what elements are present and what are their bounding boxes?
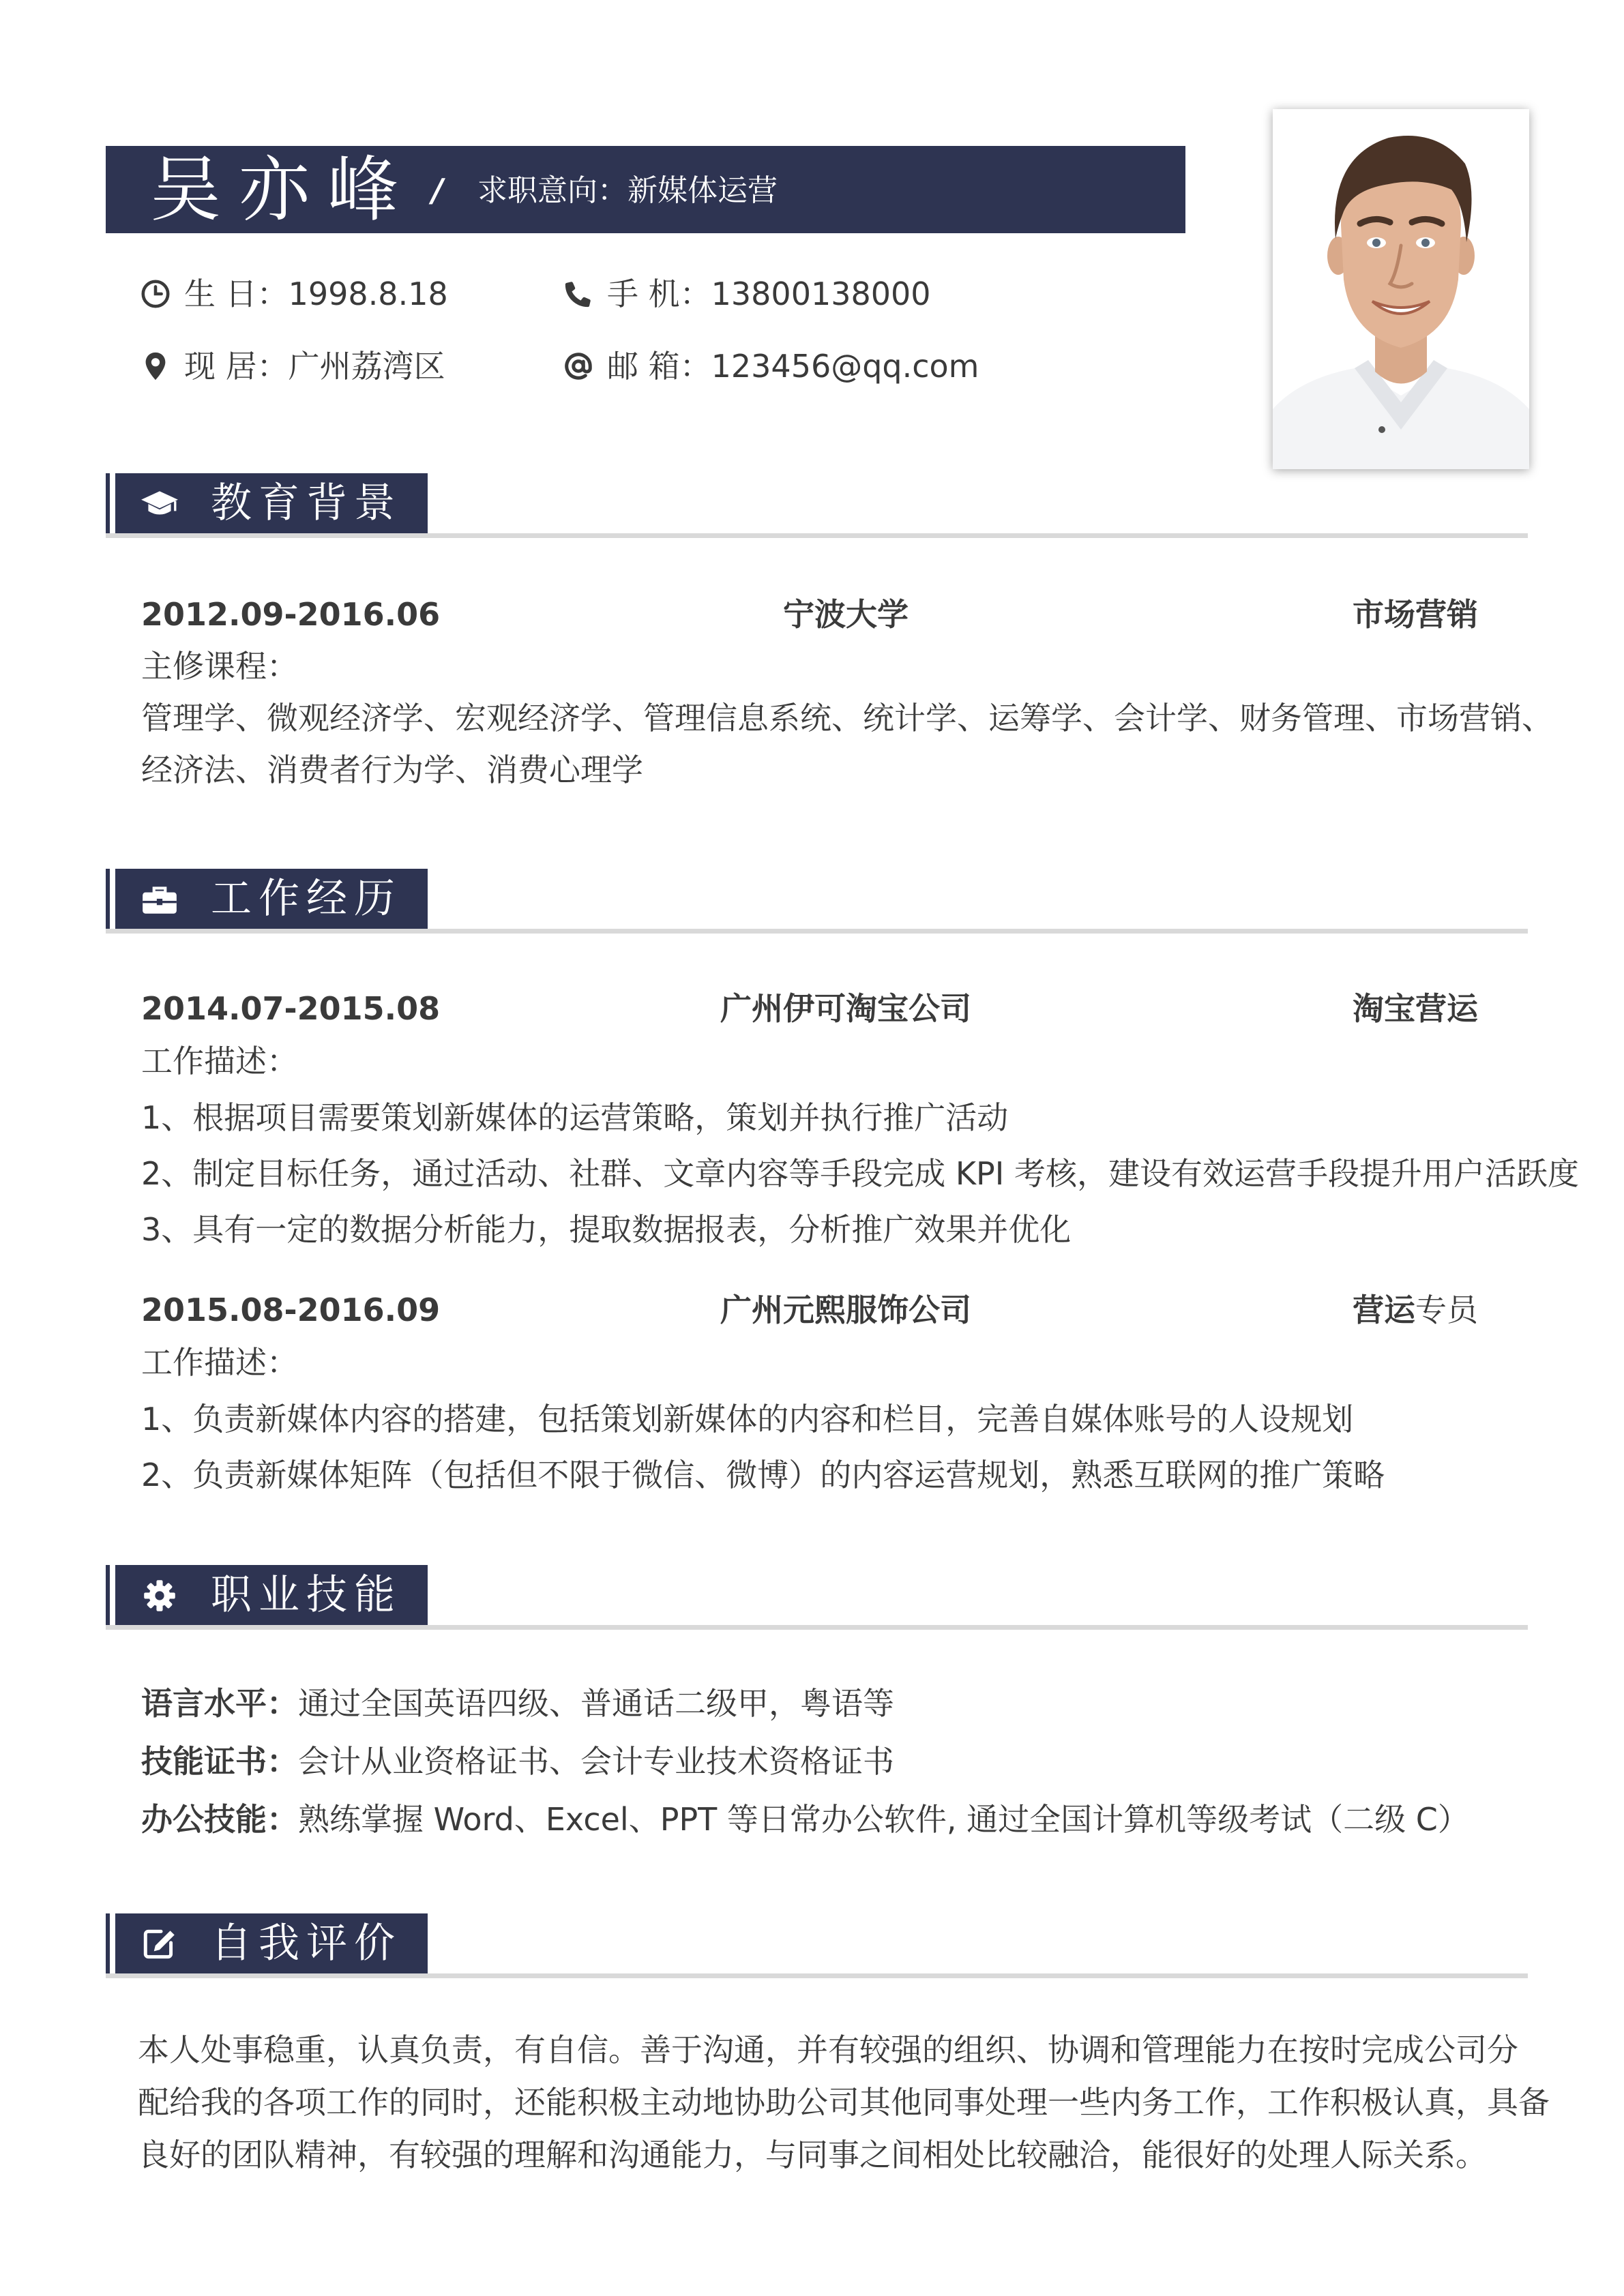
section-title: 自我评价 xyxy=(211,1920,402,1967)
phone-info xyxy=(563,277,986,312)
name-bar xyxy=(106,146,1185,233)
phone-text: 手 机：13800138000 xyxy=(607,275,931,312)
section-accent-bar xyxy=(106,1913,110,1973)
job-desc-label: 工作描述： xyxy=(141,1043,298,1079)
birthday-info xyxy=(140,277,522,312)
section-title: 工作经历 xyxy=(211,875,402,923)
job-role xyxy=(1160,1292,1478,1328)
skill-office xyxy=(141,1802,1469,1837)
gear-icon xyxy=(140,1579,179,1613)
job-company: 广州伊可淘宝公司 xyxy=(720,990,971,1027)
section-divider xyxy=(106,1625,1528,1630)
skills-section-header xyxy=(106,1565,1528,1630)
birthday-text: 生 日：1998.8.18 xyxy=(184,275,448,312)
location-icon xyxy=(140,351,171,382)
job-role: 淘宝营运 xyxy=(1353,990,1478,1027)
job-desc-item: 1、负责新媒体内容的搭建，包括策划新媒体的内容和栏目，完善自媒体账号的人设规划 xyxy=(141,1401,1354,1437)
name-separator: / xyxy=(432,172,443,209)
portrait-illustration xyxy=(1273,109,1529,469)
education-period: 2012.09-2016.06 xyxy=(141,596,441,633)
section-accent-bar xyxy=(106,1565,110,1625)
skill-language xyxy=(141,1686,894,1721)
section-divider xyxy=(106,929,1528,934)
skill-label: 办公技能： xyxy=(141,1801,298,1838)
skill-cert xyxy=(141,1744,894,1779)
skill-label: 语言水平： xyxy=(141,1685,298,1722)
section-accent-bar xyxy=(106,473,110,533)
courses-label: 主修课程： xyxy=(141,648,298,685)
section-divider xyxy=(106,533,1528,538)
at-icon xyxy=(563,351,594,382)
work-section-header xyxy=(106,869,1528,934)
section-title: 职业技能 xyxy=(211,1571,402,1619)
section-accent-bar xyxy=(106,869,110,929)
residence-text: 现 居：广州荔湾区 xyxy=(184,348,445,385)
graduation-cap-icon xyxy=(140,487,179,521)
self-eval-line: 配给我的各项工作的同时，还能积极主动地协助公司其他同事处理一些内务工作，工作积极认真，具备 xyxy=(138,2084,1550,2121)
skill-value: 会计从业资格证书、会计专业技术资格证书 xyxy=(298,1743,894,1780)
edit-icon xyxy=(140,1927,179,1961)
section-title-box xyxy=(115,1565,428,1625)
section-title: 教育背景 xyxy=(211,479,402,527)
section-title-box xyxy=(115,869,428,929)
job-desc-item: 3、具有一定的数据分析能力，提取数据报表，分析推广效果并优化 xyxy=(141,1211,1072,1248)
education-school: 宁波大学 xyxy=(783,596,909,633)
candidate-name: 吴亦峰 xyxy=(150,148,417,231)
residence-info xyxy=(140,349,522,385)
courses-line: 经济法、消费者行为学、消费心理学 xyxy=(141,751,643,788)
job-company: 广州元熙服饰公司 xyxy=(720,1292,971,1328)
skill-label: 技能证书： xyxy=(141,1743,298,1780)
skill-value: 熟练掌握 Word、Excel、PPT 等日常办公软件, 通过全国计算机等级考试（二级 C） xyxy=(298,1801,1469,1838)
job-intent: 求职意向：新媒体运营 xyxy=(477,173,778,208)
job-period: 2015.08-2016.09 xyxy=(141,1292,441,1328)
courses-line: 管理学、微观经济学、宏观经济学、管理信息系统、统计学、运筹学、会计学、财务管理、市场营销、 xyxy=(141,700,1553,736)
email-text: 邮 箱：123456@qq.com xyxy=(607,348,979,385)
skill-value: 通过全国英语四级、普通话二级甲，粤语等 xyxy=(298,1685,894,1722)
email-info xyxy=(563,349,1040,385)
section-divider xyxy=(106,1973,1528,1978)
job-role-rest: 专员 xyxy=(1415,1292,1478,1328)
phone-icon xyxy=(563,278,594,310)
education-section-header xyxy=(106,473,1528,539)
self-eval-line: 本人处事稳重，认真负责，有自信。善于沟通，并有较强的组织、协调和管理能力在按时完成公司分 xyxy=(138,2031,1518,2068)
briefcase-icon xyxy=(140,882,179,916)
job-desc-item: 2、制定目标任务，通过活动、社群、文章内容等手段完成 KPI 考核，建设有效运营手段提升用户活跃度 xyxy=(141,1155,1579,1192)
job-period: 2014.07-2015.08 xyxy=(141,990,441,1027)
education-major: 市场营销 xyxy=(1353,596,1478,633)
job-desc-item: 2、负责新媒体矩阵（包括但不限于微信、微博）的内容运营规划，熟悉互联网的推广策略 xyxy=(141,1457,1385,1493)
section-title-box xyxy=(115,473,428,533)
self-eval-line: 良好的团队精神，有较强的理解和沟通能力，与同事之间相处比较融洽，能很好的处理人际关系。 xyxy=(138,2136,1487,2173)
job-desc-item: 1、根据项目需要策划新媒体的运营策略，策划并执行推广活动 xyxy=(141,1099,1009,1136)
profile-photo xyxy=(1273,109,1529,469)
clock-icon xyxy=(140,278,171,310)
self-eval-section-header xyxy=(106,1913,1528,1979)
section-title-box xyxy=(115,1913,428,1973)
job-desc-label: 工作描述： xyxy=(141,1344,298,1381)
job-role-bold: 营运 xyxy=(1353,1292,1415,1328)
